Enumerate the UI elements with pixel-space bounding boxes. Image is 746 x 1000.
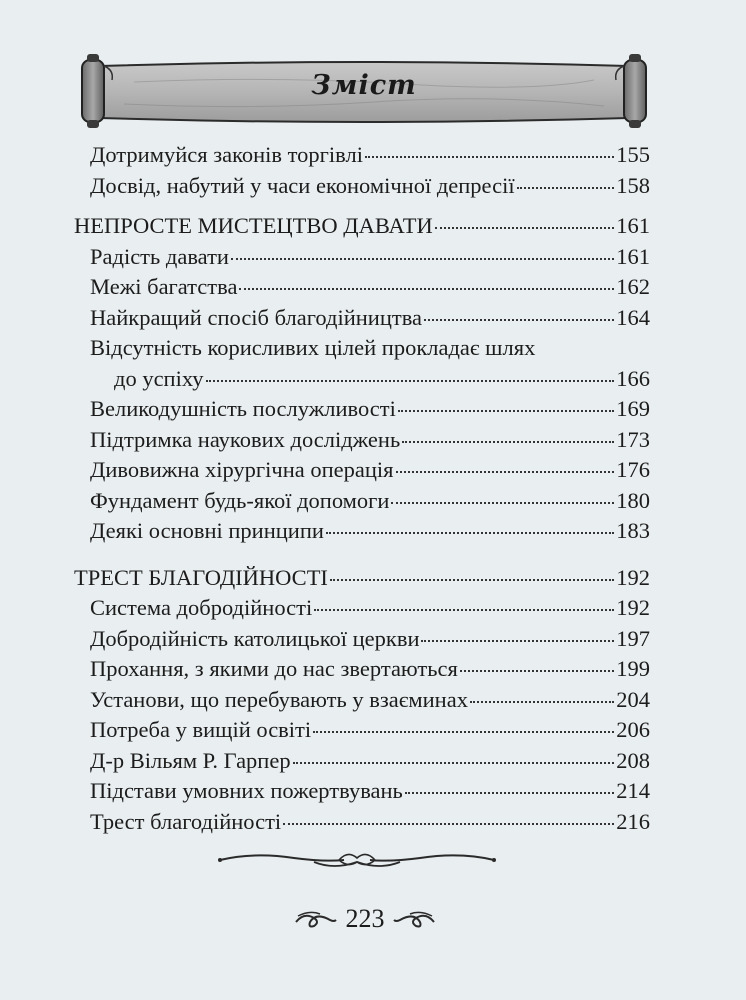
toc-entry-page: 161 <box>616 213 650 238</box>
toc-chapter <box>74 211 650 242</box>
toc-entry <box>74 715 650 746</box>
dot-leader <box>396 471 615 473</box>
toc-entry-title: Добродійність католицької церкви <box>90 625 420 651</box>
flourish-divider-icon <box>214 848 500 874</box>
toc-entry <box>74 486 650 517</box>
toc-entry <box>74 455 650 486</box>
toc-entry-title: Потреба у вищій освіті <box>90 717 312 742</box>
dot-leader <box>293 762 615 764</box>
dot-leader <box>231 258 614 260</box>
dot-leader <box>365 156 614 158</box>
toc-entry <box>74 171 650 202</box>
toc-entry-page: 214 <box>616 778 650 803</box>
toc-chapter-title: ТРЕСТ БЛАГОДІЙНОСТІ <box>74 564 328 590</box>
dot-leader <box>435 227 615 229</box>
toc-entry-title: Найкращий спосіб благодійництва <box>90 304 423 330</box>
toc-entry-page: 204 <box>616 686 650 712</box>
dot-leader <box>398 410 614 412</box>
scroll-banner <box>74 52 654 128</box>
toc-entry <box>74 516 650 547</box>
toc-entry-page: 169 <box>616 396 650 421</box>
toc-entry-title: Підстави умовних пожертвувань <box>90 778 403 803</box>
toc-entry-page: 166 <box>616 365 650 391</box>
toc-entry-title: Межі багатства <box>90 274 238 299</box>
page-number: 223 <box>345 904 385 933</box>
toc-entry-title: Дотримуйся законів торгівлі <box>90 142 363 167</box>
toc-entry-page: 180 <box>616 487 650 513</box>
toc-entry <box>74 272 650 303</box>
toc-entry-title: Фундамент будь-якої допомоги <box>90 487 390 513</box>
dot-leader <box>402 441 614 443</box>
toc-entry-title: Д-р Вільям Р. Гарпер <box>90 747 291 773</box>
toc-entry-page: 208 <box>616 747 650 773</box>
toc-entry-title-line2: до успіху <box>114 365 204 391</box>
dot-leader <box>326 532 614 534</box>
toc-entry-page: 197 <box>616 625 650 651</box>
toc-entry-title: Підтримка наукових досліджень <box>90 426 401 452</box>
toc-entry-page: 216 <box>616 808 650 834</box>
toc-entry-page: 155 <box>616 142 650 167</box>
dot-leader <box>283 823 614 825</box>
dot-leader <box>314 609 614 611</box>
toc-entry <box>74 654 650 685</box>
dot-leader <box>206 380 615 382</box>
table-of-contents <box>74 140 650 837</box>
toc-entry <box>74 394 650 425</box>
toc-chapter <box>74 563 650 594</box>
toc-entry-page: 206 <box>616 717 650 742</box>
dot-leader <box>239 288 614 290</box>
toc-entry-page: 161 <box>616 243 650 269</box>
page-title: Зміст <box>311 70 417 101</box>
toc-entry-title: Установи, що перебувають у взаєминах <box>90 686 468 712</box>
dot-leader <box>421 640 614 642</box>
toc-entry-page: 173 <box>616 426 650 452</box>
dot-leader <box>460 670 614 672</box>
dot-leader <box>517 187 615 189</box>
toc-entry-page: 183 <box>616 518 650 543</box>
toc-entry-page: 158 <box>616 172 650 198</box>
toc-entry <box>74 303 650 334</box>
toc-entry-page: 164 <box>616 304 650 330</box>
toc-entry <box>74 807 650 838</box>
toc-entry <box>74 746 650 777</box>
toc-entry <box>74 593 650 624</box>
dot-leader <box>391 502 614 504</box>
toc-entry-title-line1: Відсутність корисливих цілей прокладає шлях <box>90 335 536 360</box>
toc-entry-title: Радість давати <box>90 243 229 269</box>
toc-entry <box>74 140 650 171</box>
toc-entry <box>74 242 650 273</box>
toc-entry-page: 192 <box>616 595 650 620</box>
toc-entry <box>74 624 650 655</box>
dot-leader <box>470 701 614 703</box>
toc-entry-page: 162 <box>616 274 650 299</box>
toc-entry-page: 192 <box>616 564 650 590</box>
toc-entry-page: 199 <box>616 656 650 681</box>
toc-chapter-title: НЕПРОСТЕ МИСТЕЦТВО ДАВАТИ <box>74 213 433 238</box>
toc-entry <box>74 685 650 716</box>
toc-entry-title: Деякі основні принципи <box>90 518 324 543</box>
toc-entry-title: Система добродійності <box>90 595 313 620</box>
toc-entry-title: Трест благодійності <box>90 808 282 834</box>
dot-leader <box>330 579 614 581</box>
dot-leader <box>424 319 614 321</box>
flourish-divider <box>214 848 500 874</box>
toc-entry <box>74 425 650 456</box>
toc-entry-title: Дивовижна хірургічна операція <box>90 457 394 482</box>
toc-entry-title: Досвід, набутий у часи економічної депресії <box>90 172 515 198</box>
toc-entry <box>74 364 650 395</box>
page-footer <box>290 900 440 940</box>
dot-leader <box>405 792 614 794</box>
toc-entry-title: Прохання, з якими до нас звертаються <box>90 656 458 681</box>
toc-entry <box>74 776 650 807</box>
toc-entry-title: Великодушність послужливості <box>90 396 396 421</box>
dot-leader <box>313 731 614 733</box>
toc-entry-page: 176 <box>616 457 650 482</box>
